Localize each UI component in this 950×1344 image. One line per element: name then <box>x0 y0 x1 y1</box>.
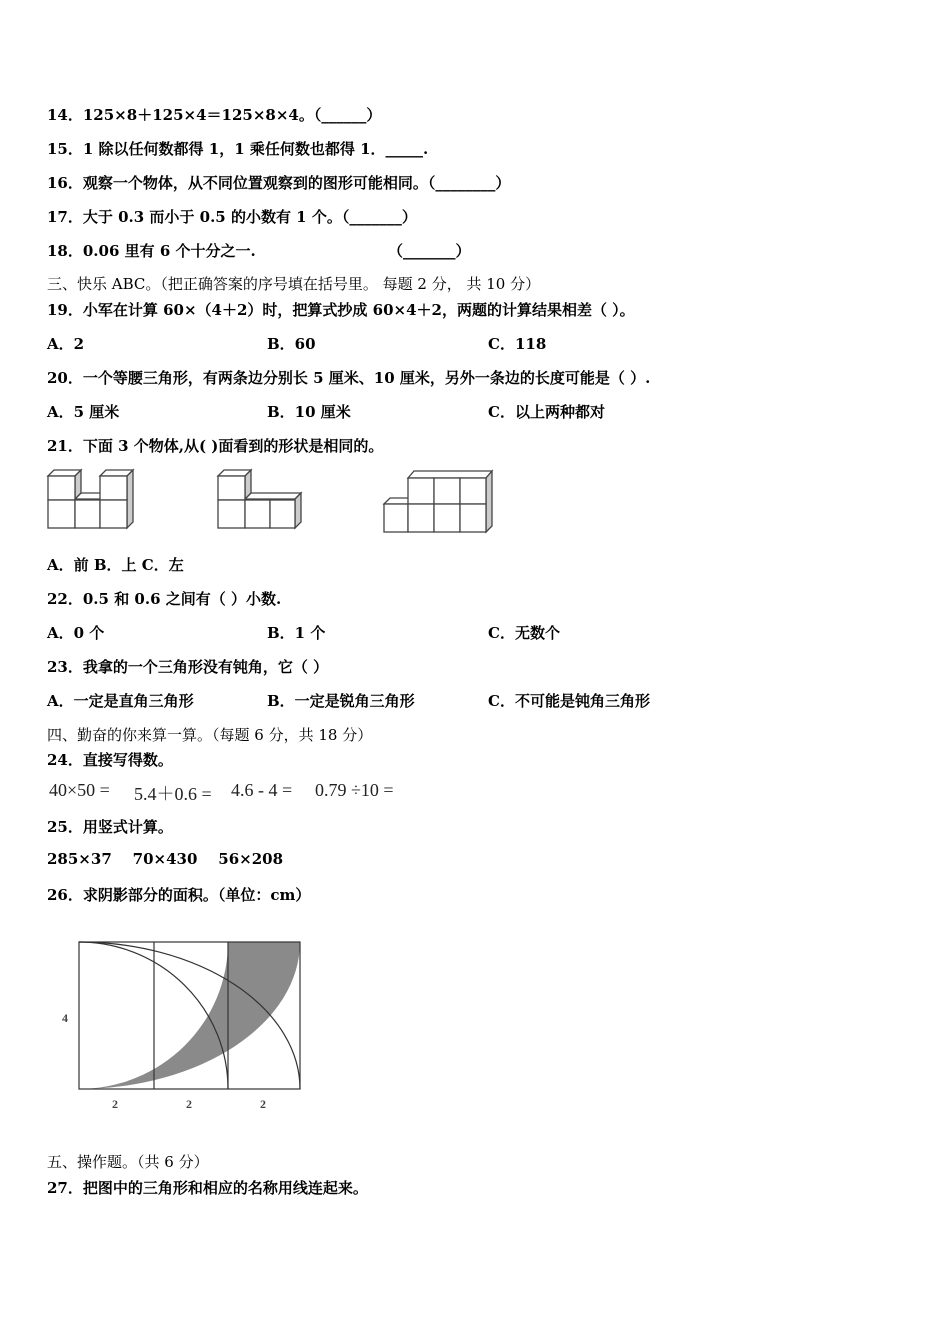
q23-option-b: B．一定是锐角三角形 <box>267 692 415 710</box>
width-label-3: 2 <box>260 1097 266 1111</box>
section-4-heading: 四、勤奋的你来算一算。（每题 6 分，共 18 分） <box>47 726 373 744</box>
q20-option-b: B．10 厘米 <box>267 403 351 421</box>
q20-option-a: A．5 厘米 <box>47 403 120 421</box>
question-19: 19．小军在计算 60×（4＋2）时，把算式抄成 60×4＋2，两题的计算结果相差（ ）。 <box>47 301 635 319</box>
q25-items: 285×37 70×430 56×208 <box>47 850 284 868</box>
q24-calc-1: 40×50 = <box>49 780 110 800</box>
section-5-heading: 五、操作题。（共 6 分） <box>47 1153 209 1171</box>
q24-calc-3: 4.6 - 4 = <box>231 780 293 800</box>
width-label-1: 2 <box>112 1097 118 1111</box>
height-label: 4 <box>62 1011 68 1025</box>
question-24: 24．直接写得数。 <box>47 751 173 769</box>
q20-option-c: C．以上两种都对 <box>488 403 605 421</box>
question-18-blank: （_______） <box>388 242 471 260</box>
cube-figure-1 <box>44 466 144 532</box>
q19-option-c: C．118 <box>488 335 547 353</box>
question-21: 21．下面 3 个物体,从( )面看到的形状是相同的。 <box>47 437 384 455</box>
q24-calc-2: 5.4＋0.6 = <box>134 784 212 804</box>
question-23: 23．我拿的一个三角形没有钝角，它（ ） <box>47 658 329 676</box>
width-label-2: 2 <box>186 1097 192 1111</box>
cube-figure-2 <box>214 466 314 532</box>
q23-option-a: A．一定是直角三角形 <box>47 692 194 710</box>
q24-calc-4: 0.79 ÷10 = <box>315 780 394 800</box>
question-17: 17．大于 0.3 而小于 0.5 的小数有 1 个。（_______） <box>47 208 417 226</box>
q19-option-b: B．60 <box>267 335 316 353</box>
question-26: 26．求阴影部分的面积。（单位：cm） <box>47 886 311 904</box>
section-3-heading: 三、快乐 ABC。（把正确答案的序号填在括号里。 每题 2 分， 共 10 分） <box>47 275 541 293</box>
question-15: 15．1 除以任何数都得 1，1 乘任何数也都得 1．_____. <box>47 140 429 158</box>
question-22: 22．0.5 和 0.6 之间有（ ）小数. <box>47 590 282 608</box>
question-16: 16．观察一个物体，从不同位置观察到的图形可能相同。（________） <box>47 174 511 192</box>
q22-option-c: C．无数个 <box>488 624 560 642</box>
q21-options: A．前 B．上 C．左 <box>47 556 184 574</box>
cube-figure-3 <box>380 466 500 536</box>
question-20: 20．一个等腰三角形，有两条边分别长 5 厘米、10 厘米，另外一条边的长度可能是（ ）. <box>47 369 651 387</box>
q22-option-a: A．0 个 <box>47 624 105 642</box>
question-27: 27．把图中的三角形和相应的名称用线连起来。 <box>47 1179 368 1197</box>
q23-option-c: C．不可能是钝角三角形 <box>488 692 650 710</box>
question-18: 18．0.06 里有 6 个十分之一. <box>47 242 256 260</box>
q19-option-a: A．2 <box>47 335 85 353</box>
question-25: 25．用竖式计算。 <box>47 818 173 836</box>
shaded-area-figure <box>55 930 315 1115</box>
q22-option-b: B．1 个 <box>267 624 326 642</box>
question-14: 14．125×8＋125×4＝125×8×4。（______） <box>47 106 382 124</box>
